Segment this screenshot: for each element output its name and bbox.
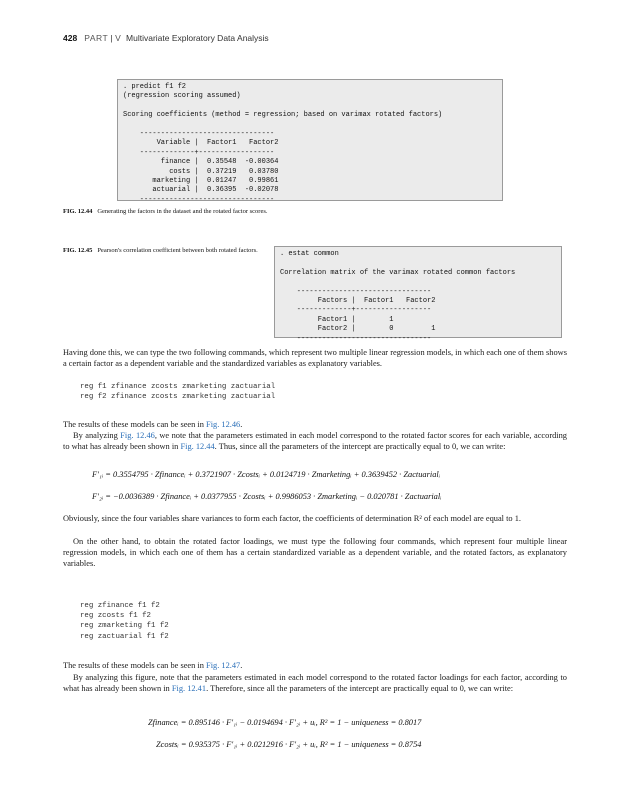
stata-output-correlation-matrix: . estat common Correlation matrix of the varimax rotated common factors -------------------------------- Factors | Factor1 Factor2 -------------+------------------ Factor1 | 1 Factor2 | 0 1 -------------------------------- [274, 246, 562, 338]
stata-output-scoring-coefficients: . predict f1 f2 (regression scoring assumed) Scoring coefficients (method = regression; based on varimax rotated factors) -------------------------------- Variable | Factor1 Factor2 -------------+------------------ finance | 0.35548 -0.00364 costs | 0.37219 0.03780 marketing | 0.01247 0.99861 actuarial | 0.36395 -0.02078 -------------------------------- [117, 79, 503, 201]
caption-text: Generating the factors in the dataset and the rotated factor scores. [97, 208, 268, 215]
equation-f2: F′₂ᵢ = −0.0036389 · Zfinanceᵢ + 0.0377955 · Zcostsᵢ + 0.9986053 · Zmarketingᵢ − 0.020781 · Zactuarialᵢ [92, 492, 442, 501]
figure-ref-link[interactable]: Fig. 12.41 [171, 684, 207, 694]
equation-zfinance: Zfinanceᵢ = 0.895146 · F′₁ᵢ − 0.0194694 · F′₂ᵢ + uᵢ, R² = 1 − uniqueness = 0.8017 [148, 718, 422, 727]
figure-ref-link[interactable]: Fig. 12.46 [206, 420, 241, 429]
paragraph: The results of these models can be seen in Fig. 12.46. [63, 420, 243, 429]
figure-ref-link[interactable]: Fig. 12.44 [180, 442, 215, 452]
caption-label: FIG. 12.45 [63, 247, 93, 254]
part-title: Multivariate Exploratory Data Analysis [126, 33, 269, 43]
paragraph: Obviously, since the four variables share variances to form each factor, the coefficients of determination R² of each model are equal to 1. [63, 514, 521, 523]
code-block-regressions-variables: reg zfinance f1 f2 reg zcosts f1 f2 reg zmarketing f1 f2 reg zactuarial f1 f2 [80, 602, 169, 641]
part-label: PART [84, 33, 109, 43]
figure-ref-link[interactable]: Fig. 12.47 [206, 661, 241, 670]
equation-zcosts: Zcostsᵢ = 0.935375 · F′₁ᵢ + 0.0212916 · F′₂ᵢ + uᵢ, R² = 1 − uniqueness = 0.8754 [156, 740, 422, 749]
caption-text: Pearson's correlation coefficient between both rotated factors. [97, 247, 258, 254]
equation-f1: F′₁ᵢ = 0.3554795 · Zfinanceᵢ + 0.3721907 · Zcostsᵢ + 0.0124719 · Zmarketingᵢ + 0.3639452 · Zactuarialᵢ [92, 470, 441, 479]
paragraph: By analyzing this figure, note that the parameters estimated in each model correspond to the rotated factor loadings for each factor, according to what has already been shown in Fig. 12.41. Therefore, since all the parameters of the intercept are practically equal to 0, we can write: [63, 673, 567, 694]
paragraph: The results of these models can be seen in Fig. 12.47. [63, 661, 243, 670]
figure-caption-12-44 [63, 208, 483, 216]
paragraph: Having done this, we can type the two following commands, which represent two multiple linear regression models, in which each one of them shows a certain factor as a dependent variable and the standardized variables as explanatory variables. [63, 348, 567, 369]
figure-caption-12-45 [63, 247, 263, 255]
running-header: 428 PART | V Multivariate Exploratory Data Analysis [63, 33, 269, 43]
paragraph: On the other hand, to obtain the rotated factor loadings, we must type the following four commands, which represent four multiple linear regression models, in which each one of them has a certain standardized variable as a dependent variable, and the rotated factors, as explanatory variables. [63, 537, 567, 569]
page-number: 428 [63, 33, 78, 43]
code-block-regressions-factors: reg f1 zfinance zcosts zmarketing zactuarial reg f2 zfinance zcosts zmarketing zactuarial [80, 383, 276, 402]
caption-label: FIG. 12.44 [63, 208, 93, 215]
figure-ref-link[interactable]: Fig. 12.46 [120, 431, 155, 440]
part-numeral: V [115, 33, 122, 43]
paragraph: By analyzing Fig. 12.46, we note that the parameters estimated in each model correspond to the rotated factor scores for each variable, according to what has already been shown in Fig. 12.44. Thus, since all the parameters of the intercept are practically equal to 0, we can write: [63, 431, 567, 452]
